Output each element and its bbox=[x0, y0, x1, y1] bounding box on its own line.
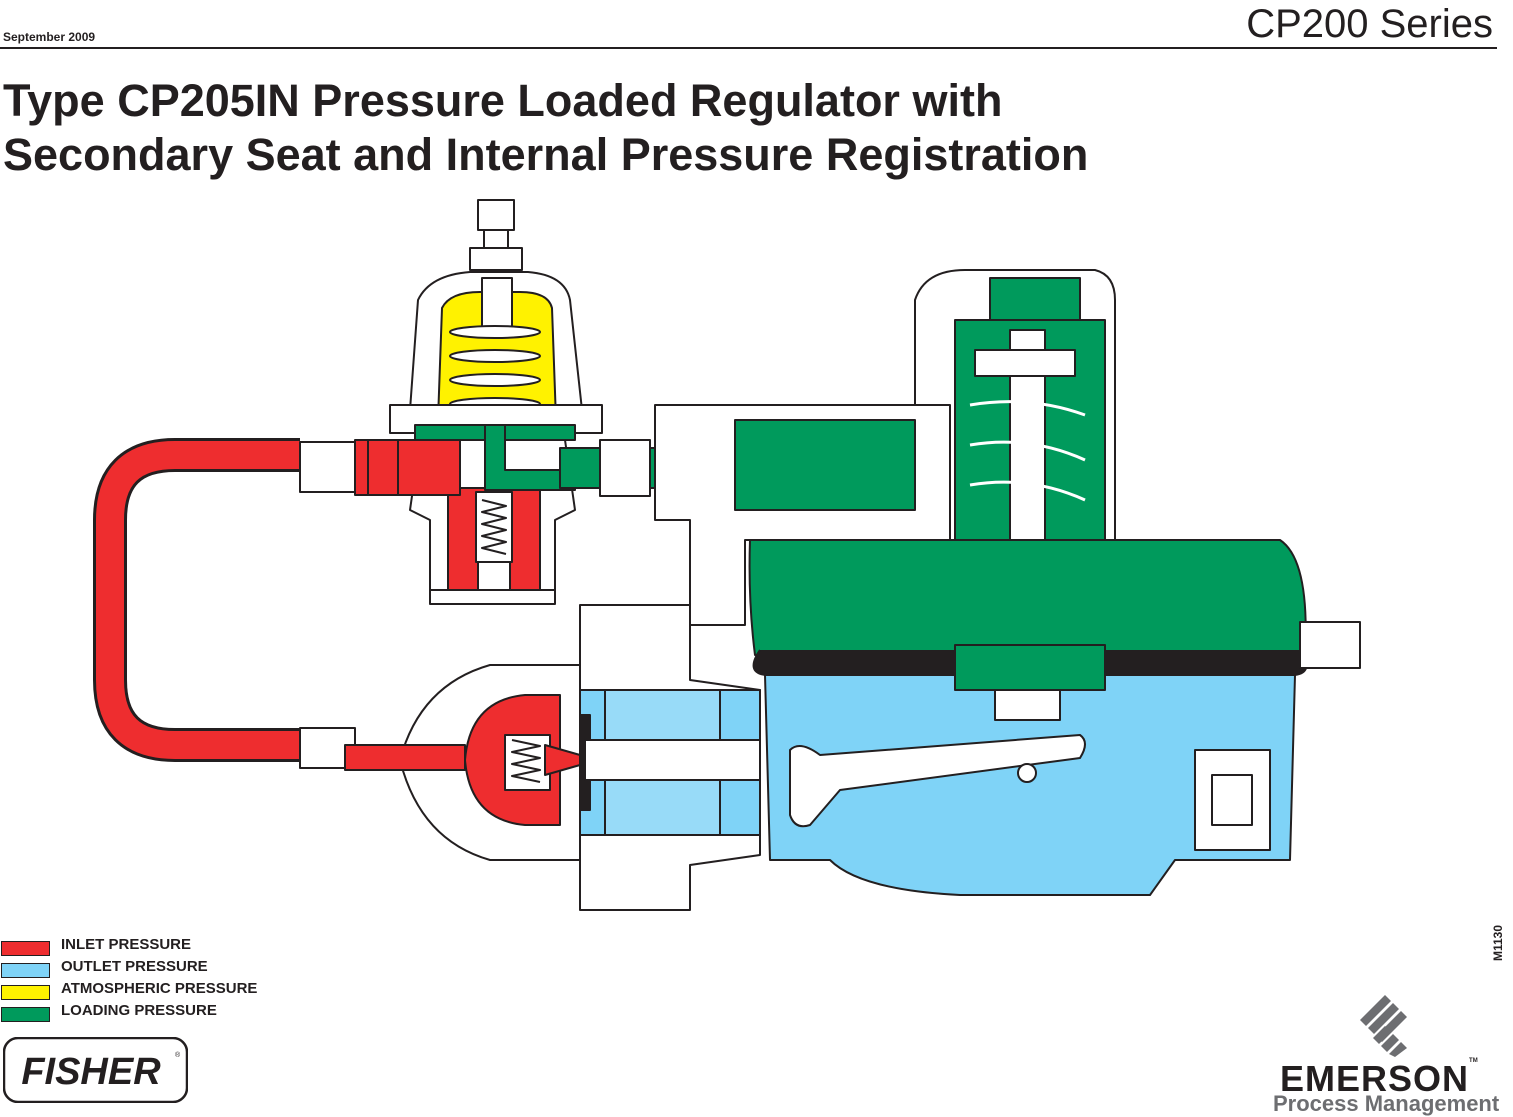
loading-tube-nut bbox=[600, 440, 650, 496]
main-lever-pivot bbox=[1018, 764, 1036, 782]
legend-label-inlet: INLET PRESSURE bbox=[61, 936, 192, 953]
main-valve-disk-holder bbox=[585, 740, 760, 780]
svg-text:®: ® bbox=[175, 1052, 181, 1059]
regulator-cutaway-diagram bbox=[0, 195, 1513, 930]
legend-label-atmospheric: ATMOSPHERIC PRESSURE bbox=[61, 980, 258, 997]
legend-swatch-outlet bbox=[1, 963, 50, 978]
upper-tube-nut bbox=[300, 442, 355, 492]
pilot-bottom-flange bbox=[430, 590, 555, 604]
main-stem-bottom bbox=[995, 690, 1060, 720]
pilot-spring-seat bbox=[482, 278, 512, 328]
header-rule bbox=[0, 47, 1497, 49]
main-loading-inlet bbox=[735, 420, 915, 510]
legend-label-outlet: OUTLET PRESSURE bbox=[61, 958, 208, 975]
main-upper-closing-cap bbox=[990, 278, 1080, 320]
figure-title-line-1: Type CP205IN Pressure Loaded Regulator with bbox=[3, 75, 1003, 126]
fisher-logo bbox=[3, 1037, 188, 1103]
figure-code: M1130 bbox=[1491, 924, 1506, 962]
figure-title bbox=[3, 74, 1088, 182]
legend-swatch-inlet bbox=[1, 941, 50, 956]
inlet-loop-tube-fill bbox=[110, 455, 300, 745]
pilot-inlet-nut bbox=[368, 440, 398, 495]
emerson-logo-subtitle: Process Management bbox=[1273, 1091, 1500, 1116]
legend-label-loading: LOADING PRESSURE bbox=[61, 1002, 217, 1019]
fisher-logo-text: FISHER bbox=[21, 1051, 161, 1093]
figure-title-line-2: Secondary Seat and Internal Pressure Registration bbox=[3, 129, 1089, 180]
main-case-bolt-flange bbox=[1300, 622, 1360, 668]
legend-swatch-loading bbox=[1, 1007, 50, 1022]
inlet-loop-tube bbox=[110, 455, 300, 745]
document-date: September 2009 bbox=[3, 30, 96, 44]
main-upper-diaphragm-case bbox=[750, 540, 1306, 655]
emerson-logo-text: EMERSON bbox=[1280, 1058, 1470, 1099]
main-vent-plug-inner bbox=[1212, 775, 1252, 825]
main-spring-seat bbox=[975, 350, 1075, 376]
series-name: CP200 Series bbox=[1246, 2, 1493, 46]
emerson-symbol-icon bbox=[1360, 995, 1410, 1057]
main-inlet-connection bbox=[345, 745, 465, 770]
pilot-lock-nut bbox=[470, 248, 522, 270]
legend-swatch-atmospheric bbox=[1, 985, 50, 1000]
emerson-logo-wordmark: EMERSON™ bbox=[1280, 1058, 1478, 1099]
pilot-adjusting-screw-cap bbox=[478, 200, 514, 230]
pilot-bottom-plug bbox=[478, 562, 510, 590]
main-stem-guide bbox=[955, 645, 1105, 690]
